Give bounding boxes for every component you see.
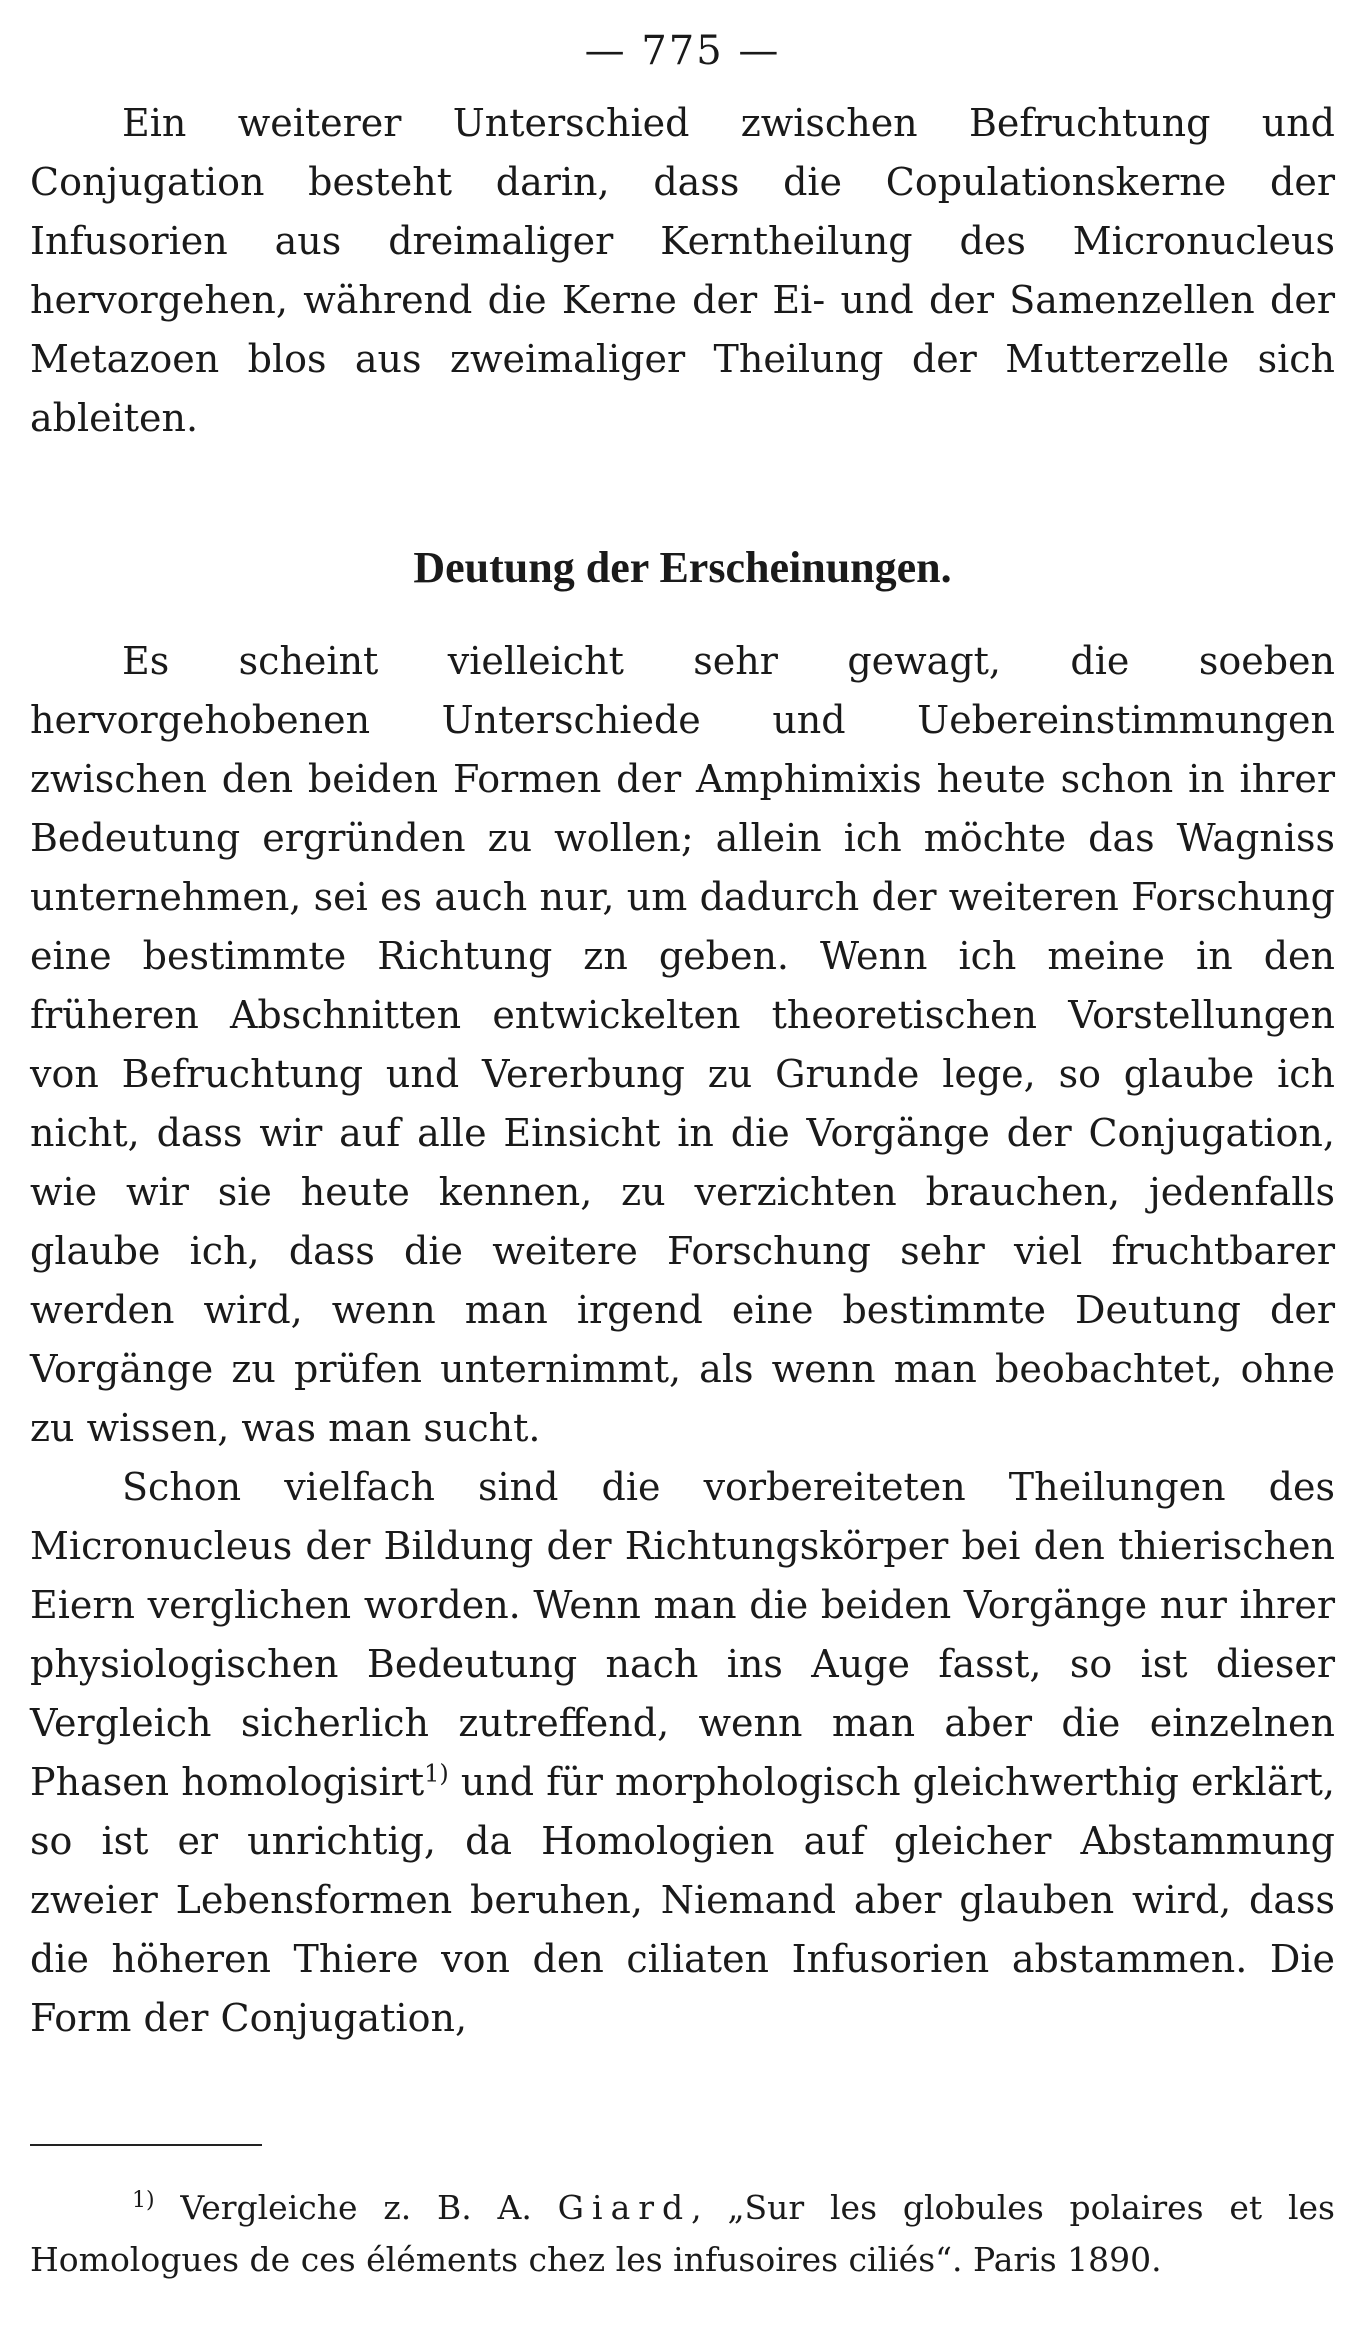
paragraph-2: Es scheint vielleicht sehr gewagt, die soeben hervorgehobenen Unterschiede und Uebereinstimmungen zwischen den beiden Formen der Amphimixis heute schon in ihrer Bedeutung ergründen zu wollen; allein ich möchte das Wagniss unternehmen, sei es auch nur, um dadurch der weiteren Forschung eine bestimmte Richtung zn geben. Wenn ich meine in den früheren Abschnitten entwickelten theoretischen Vorstellungen von Befruchtung und Vererbung zu Grunde lege, so glaube ich nicht, dass wir auf alle Einsicht in die Vorgänge der Conjugation, wie wir sie heute kennen, zu verzichten brauchen, jedenfalls glaube ich, dass die weitere Forschung sehr viel fruchtbarer werden wird, wenn man irgend eine bestimmte Deutung der Vorgänge zu prüfen unternimmt, als wenn man beobachtet, ohne zu wissen, was man sucht. xyxy=(30,639,1335,1450)
footnote-mark: 1) xyxy=(132,2188,155,2213)
paragraph-3-text-a: Schon vielfach sind die vorbereiteten Theilungen des Micronucleus der Bildung der Richtungskörper bei den thierischen Eiern verglichen worden. Wenn man die beiden Vorgänge nur ihrer physiologischen Bedeutung nach ins Auge fasst, so ist dieser Vergleich sicherlich zutreffend, wenn man aber die einzelnen Phasen homologisirt xyxy=(30,1465,1335,1804)
page-number: — 775 — xyxy=(584,28,781,74)
footnote-reference: 1) xyxy=(424,1759,449,1788)
footnote-author: Giard xyxy=(557,2188,692,2227)
paragraph-3-text-b: und für morphologisch gleichwerthig erklärt, so ist er unrichtig, da Homologien auf gleicher Abstammung zweier Lebensformen beruhen, Niemand aber glauben wird, dass die höheren Thiere von den ciliaten Infusorien abstammen. Die Form der Conjugation, xyxy=(30,1760,1336,2040)
section-heading: Deutung der Erscheinungen. xyxy=(413,543,952,592)
footnote-text-a: Vergleiche z. B. A. xyxy=(154,2188,558,2227)
book-page xyxy=(30,24,1335,2286)
paragraph-3 xyxy=(30,1458,1335,2048)
footnote xyxy=(30,2182,1335,2286)
footnote-divider xyxy=(30,2144,262,2146)
footnote-text-b: , „Sur les globules polaires et les Homologues de ces éléments chez les infusoires ciliés“. Paris 1890. xyxy=(30,2188,1335,2279)
paragraph-1: Ein weiterer Unterschied zwischen Befruchtung und Conjugation besteht darin, dass die Copulationskerne der Infusorien aus dreimaliger Kerntheilung des Micronucleus hervorgehen, während die Kerne der Ei- und der Samenzellen der Metazoen blos aus zweimaliger Theilung der Mutterzelle sich ableiten. xyxy=(30,101,1335,440)
